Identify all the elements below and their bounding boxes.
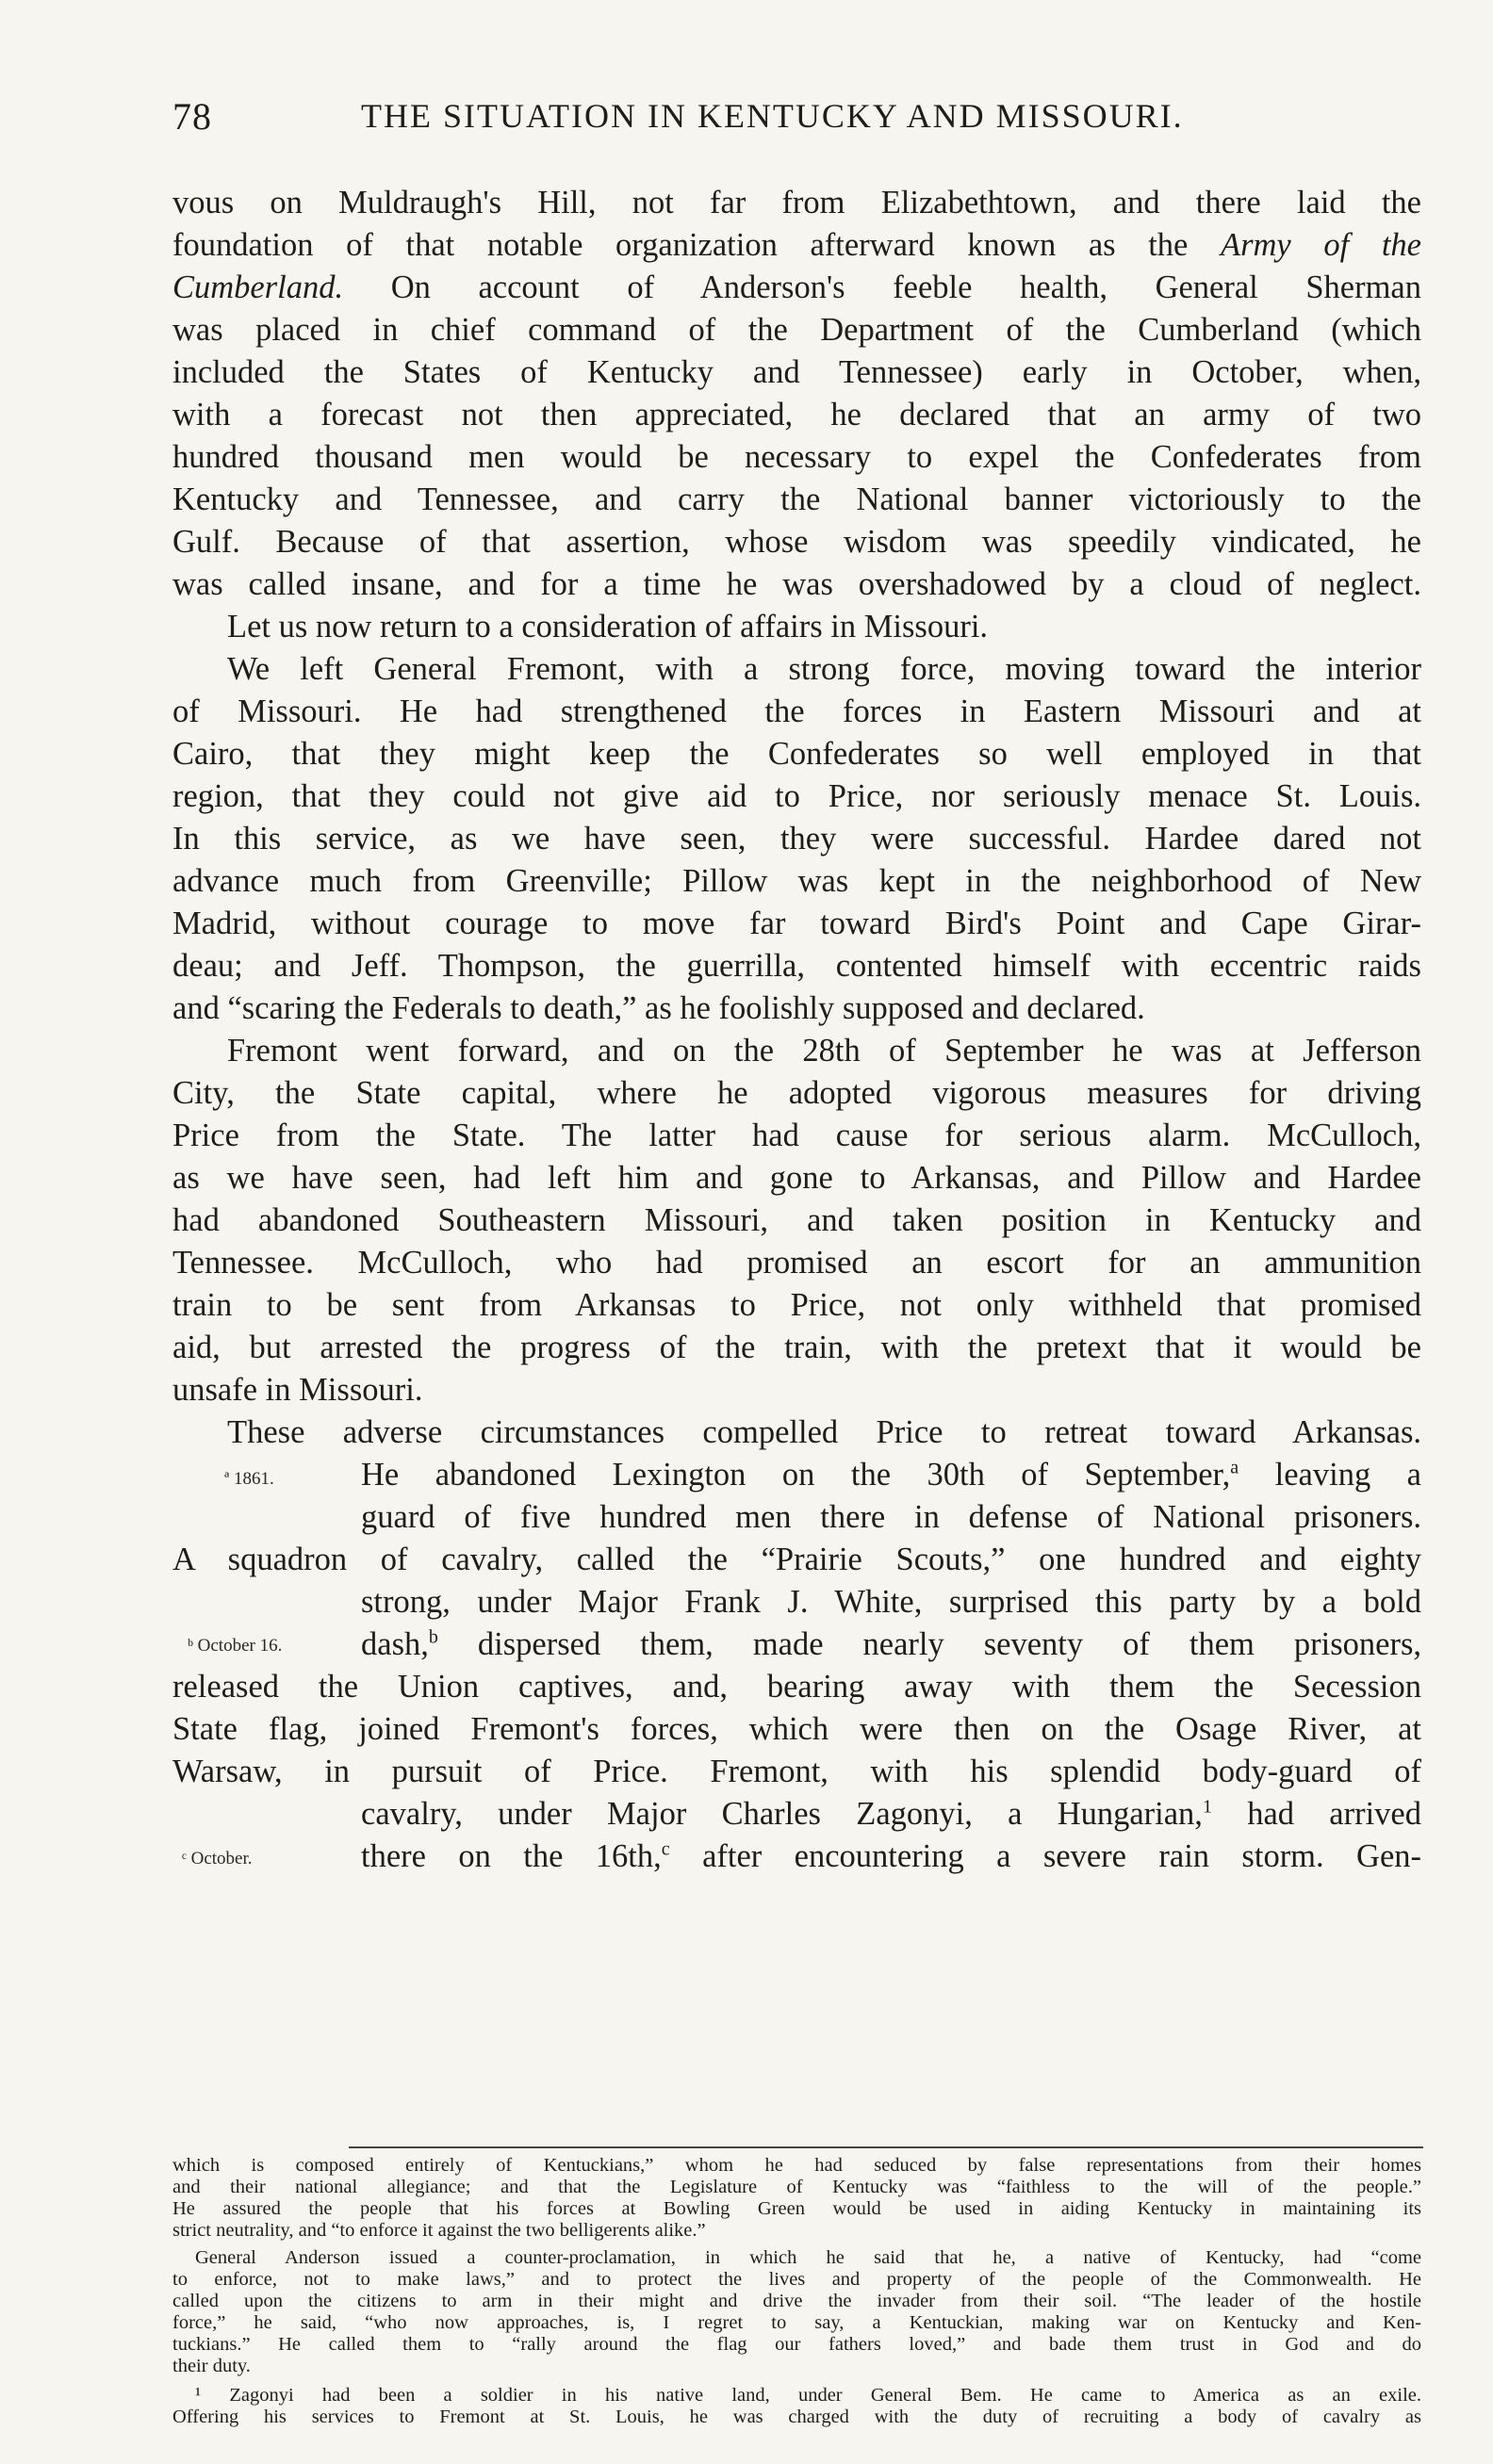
- body-line: as we have seen, had left him and gone to Arkansas, and Pillow and Hardee: [172, 1160, 1421, 1196]
- body-line: and “scaring the Federals to death,” as he foolishly supposed and declared.: [172, 990, 1145, 1026]
- body-line: advance much from Greenville; Pillow was kept in the neighborhood of New: [172, 863, 1421, 899]
- footnote-line: force,” he said, “who now approaches, is, I regret to say, a Kentuckian, making war on Kentucky and Ken-: [172, 2312, 1421, 2333]
- body-line: was called insane, and for a time he was overshadowed by a cloud of neglect.: [172, 566, 1421, 602]
- body-line: A squadron of cavalry, called the “Prairie Scouts,” one hundred and eighty: [172, 1542, 1421, 1577]
- body-line: Cairo, that they might keep the Confederates so well employed in that: [172, 736, 1421, 772]
- footnote-line: ¹ Zagonyi had been a soldier in his native land, under General Bem. He came to America as an exile.: [195, 2385, 1421, 2406]
- body-line-indented: strong, under Major Frank J. White, surprised this party by a bold: [361, 1584, 1421, 1620]
- footnote-ref-1: 1: [1202, 1796, 1212, 1818]
- body-line: train to be sent from Arkansas to Price, not only withheld that promised: [172, 1287, 1421, 1323]
- body-line: aid, but arrested the progress of the train, with the pretext that it would be: [172, 1330, 1421, 1365]
- footnote-line: He assured the people that his forces at Bowling Green would be used in aiding Kentucky in maintaining its: [172, 2198, 1421, 2219]
- body-line: Kentucky and Tennessee, and carry the National banner victoriously to the: [172, 481, 1421, 517]
- italic-title: Cumberland.: [172, 269, 344, 305]
- body-line: [172, 223, 1421, 267]
- paragraph-start-line: Fremont went forward, and on the 28th of September he was at Jefferson: [227, 1033, 1421, 1069]
- body-line: had abandoned Southeastern Missouri, and taken position in Kentucky and: [172, 1202, 1421, 1238]
- footnote-line: their duty.: [172, 2356, 251, 2376]
- body-line: region, that they could not give aid to Price, nor seriously menace St. Louis.: [172, 778, 1421, 814]
- body-line-indented: [361, 1792, 1421, 1836]
- body-line-text: after encountering a severe rain storm. Gen-: [669, 1838, 1422, 1874]
- body-line: hundred thousand men would be necessary to expel the Confederates from: [172, 439, 1421, 475]
- body-line: Cumberland. On account of Anderson's feeble health, General Sherman: [172, 269, 1421, 305]
- page-number: 78: [172, 95, 212, 138]
- body-line: Gulf. Because of that assertion, whose wisdom was speedily vindicated, he: [172, 524, 1421, 560]
- footnote-ref-b: b: [428, 1626, 438, 1648]
- margin-note-date: ª 1861.: [224, 1469, 274, 1489]
- italic-title: Army of the: [1221, 227, 1421, 263]
- footnote-ref-c: c: [661, 1838, 670, 1860]
- margin-note-date: ᵇ October 16.: [188, 1636, 283, 1656]
- footnote-line: called upon the citizens to arm in their might and drive the invader from their soil. “The leader of the hostile: [172, 2291, 1421, 2311]
- body-line-text: He abandoned Lexington on the 30th of September,: [361, 1457, 1231, 1493]
- body-line-text: dispersed them, made nearly seventy of them prisoners,: [437, 1626, 1421, 1662]
- body-line-text: had arrived: [1211, 1796, 1421, 1832]
- body-line-indented: [361, 1835, 1421, 1878]
- footnote-ref-a: a: [1230, 1457, 1239, 1478]
- body-line: included the States of Kentucky and Tennessee) early in October, when,: [172, 354, 1421, 390]
- body-line: vous on Muldraugh's Hill, not far from Elizabethtown, and there laid the: [172, 185, 1421, 220]
- footnote-line: and their national allegiance; and that the Legislature of Kentucky was “faithless to the will of the people.”: [172, 2177, 1421, 2197]
- paragraph-start-line: Let us now return to a consideration of affairs in Missouri.: [227, 609, 989, 645]
- body-line-indented: [361, 1453, 1421, 1496]
- footnote-line: which is composed entirely of Kentuckians,” whom he had seduced by false representations from their homes: [172, 2155, 1421, 2176]
- footnote-rule: [349, 2146, 1423, 2148]
- body-line-indented: [361, 1623, 1421, 1666]
- body-line: State flag, joined Fremont's forces, which were then on the Osage River, at: [172, 1711, 1421, 1747]
- body-line: deau; and Jeff. Thompson, the guerrilla, contented himself with eccentric raids: [172, 948, 1421, 984]
- body-line: City, the State capital, where he adopted vigorous measures for driving: [172, 1075, 1421, 1111]
- body-line: was placed in chief command of the Department of the Cumberland (which: [172, 312, 1421, 348]
- body-line: unsafe in Missouri.: [172, 1372, 423, 1408]
- paragraph-start-line: These adverse circumstances compelled Price to retreat toward Arkansas.: [227, 1414, 1421, 1450]
- body-line-indented: guard of five hundred men there in defense of National prisoners.: [361, 1499, 1421, 1535]
- body-line: In this service, as we have seen, they were successful. Hardee dared not: [172, 821, 1421, 857]
- footnote-line: strict neutrality, and “to enforce it against the two belligerents alike.”: [172, 2220, 706, 2241]
- body-line: of Missouri. He had strengthened the forces in Eastern Missouri and at: [172, 694, 1421, 729]
- body-line: Warsaw, in pursuit of Price. Fremont, with his splendid body-guard of: [172, 1754, 1421, 1789]
- body-line-text: dash,: [361, 1626, 429, 1662]
- body-line: with a forecast not then appreciated, he declared that an army of two: [172, 397, 1421, 432]
- footnote-line: General Anderson issued a counter-proclamation, in which he said that he, a native of Kentucky, had “come: [195, 2247, 1421, 2268]
- margin-note-date: ᶜ October.: [182, 1849, 253, 1868]
- running-title: THE SITUATION IN KENTUCKY AND MISSOURI.: [361, 97, 1184, 135]
- footnote-line: tuckians.” He called them to “rally around the flag our fathers loved,” and bade them trust in God and do: [172, 2334, 1421, 2355]
- body-line-text: there on the 16th,: [361, 1838, 662, 1874]
- body-line-text: foundation of that notable organization afterward known as the Army of the: [172, 227, 1421, 263]
- paragraph-start-line: We left General Fremont, with a strong force, moving toward the interior: [227, 651, 1421, 687]
- body-line-text: leaving a: [1239, 1457, 1421, 1493]
- body-line-text: cavalry, under Major Charles Zagonyi, a Hungarian,: [361, 1796, 1203, 1832]
- body-line: released the Union captives, and, bearing away with them the Secession: [172, 1669, 1421, 1705]
- body-line: Madrid, without courage to move far toward Bird's Point and Cape Girar-: [172, 906, 1421, 941]
- footnote-line: to enforce, not to make laws,” and to protect the lives and property of the people of the Commonwealth. He: [172, 2269, 1421, 2290]
- body-line: Price from the State. The latter had cause for serious alarm. McCulloch,: [172, 1118, 1421, 1153]
- footnote-line: Offering his services to Fremont at St. Louis, he was charged with the duty of recruiting a body of cavalry as: [172, 2407, 1421, 2427]
- body-line: Tennessee. McCulloch, who had promised an escort for an ammunition: [172, 1245, 1421, 1281]
- running-header: [172, 94, 1304, 151]
